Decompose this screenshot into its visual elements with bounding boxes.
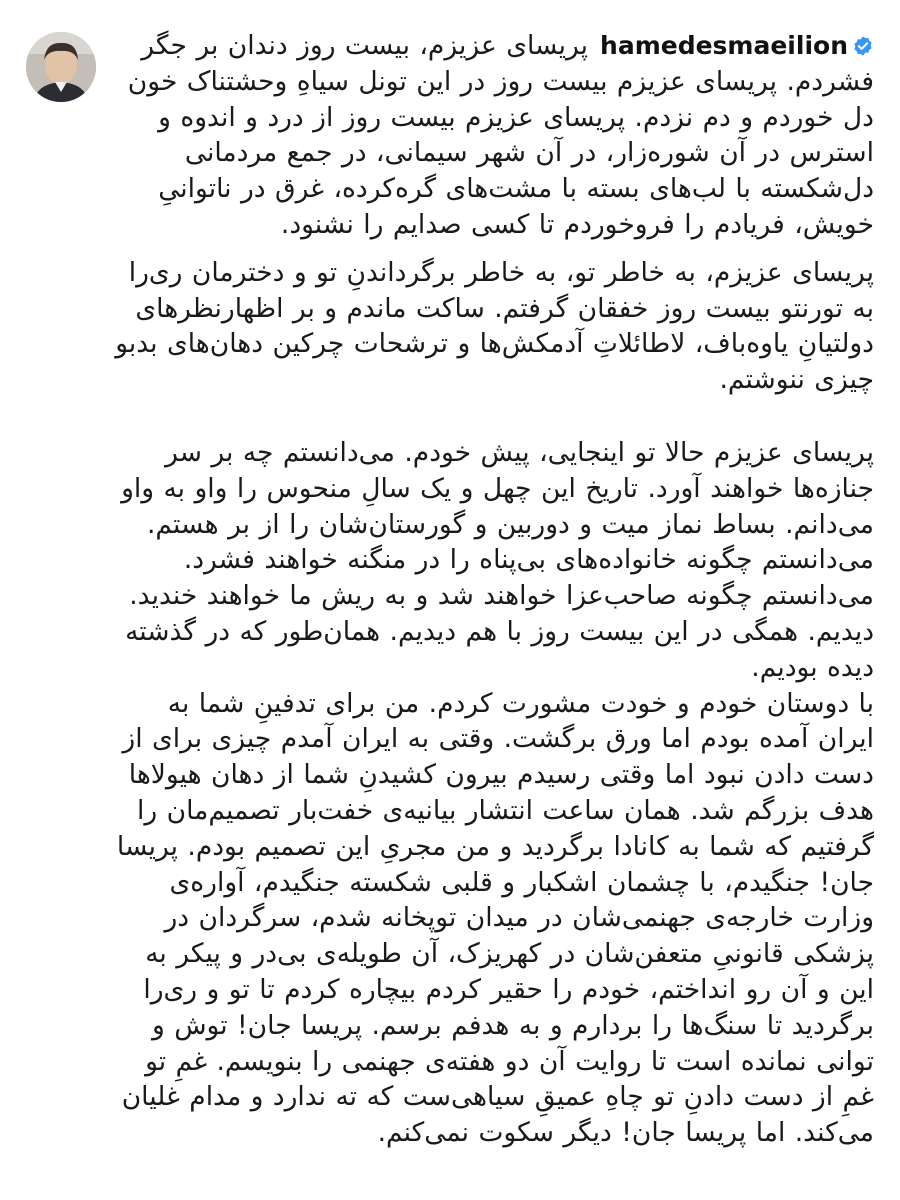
verified-badge-icon	[852, 35, 874, 57]
username-text: hamedesmaeilion	[600, 31, 848, 60]
profile-avatar-icon	[26, 32, 96, 102]
caption-paragraph-4: با دوستان خودم و خودت مشورت کردم. من برای تدفینِ شما به ایران آمده بودم اما ورق برگشت. وقتی به ایران آمدم چیزی برای از دست دادن نبود اما وقتی رسیدم بیرون کشیدنِ شما از دهان هیولاها هدف بزرگم شد. همان ساعت انتشار بیانیه‌ی خفت‌بار تصمیم‌مان را گرفتیم که شما به کانادا برگردید و من مجریِ این تصمیم بودم. پریسا جان! جنگیدم، با چشمان اشکبار و قلبی شکسته جنگیدم، آواره‌ی وزارت خارجه‌ی جهنمی‌شان در میدان توپخانه شدم، سرگردان در پزشکی قانونیِ متعفن‌شان در کهریزک، آن طویله‌ی بی‌در و پیکر به این و آن رو انداختم، خودم را حقیر کردم بیچاره کردم تا تو و ری‌را برگردید تا سنگ‌ها را بردارم و به هدفم برسم. پریسا جان! توش و توانی نمانده است تا روایت آن دو هفته‌ی جهنمی را بنویسم. غمِ تو غمِ از دست دادنِ تو چاهِ عمیقِ سیاهی‌ست که ته ندارد و مدام غلیان می‌کند. اما پریسا جان! دیگر سکوت نمی‌کنم.	[116, 687, 874, 1149]
caption-paragraph-1-text: پریسای عزیزم، بیست روز دندان بر جگر فشردم. پریسای عزیزم بیست روز در این تونل سیاهِ وحشتناک خون دل خوردم و دم نزدم. پریسای عزیزم بیست روز از درد و اندوه و استرس در آن شوره‌زار، در آن شهر سیمانی، در جمع مردمانی دل‌شکسته با لب‌های بسته با مشت‌های گره‌کرده، غرق در ناتوانیِ خویش، فریادم را فروخوردم تا کسی صدایم را نشنود.	[127, 30, 874, 240]
caption-paragraph-1	[110, 28, 874, 243]
caption-paragraph-3: پریسای عزیزم حالا تو اینجایی، پیش خودم. می‌دانستم چه بر سر جنازه‌ها خواهند آورد. تاریخ این چهل و یک سالِ منحوس را واو به واو می‌دانم. بساط نماز میت و دوربین و گورستان‌شان را از بر هستم. می‌دانستم چگونه خانواده‌های بی‌پناه را در منگنه خواهند فشرد. می‌دانستم چگونه صاحب‌عزا خواهند شد و به ریش ما خواهند خندید. دیدیم. همگی در این بیست روز با هم دیدیم. همان‌طور که در گذشته دیده بودیم.	[121, 436, 874, 683]
username-link[interactable]	[600, 31, 874, 60]
post-caption	[110, 28, 874, 1151]
profile-avatar[interactable]	[26, 32, 96, 102]
caption-paragraph-2: پریسای عزیزم، به خاطر تو، به خاطر برگرداندنِ تو و دخترمان ری‌را به تورنتو بیست روز خفقان گرفتم. ساکت ماندم و بر اظهارنظرهای دولتیانِ یاوه‌باف، لاطائلاتِ آدمکش‌ها و ترشحات چرکین دهان‌های بدبو چیزی ننوشتم.	[115, 256, 874, 396]
